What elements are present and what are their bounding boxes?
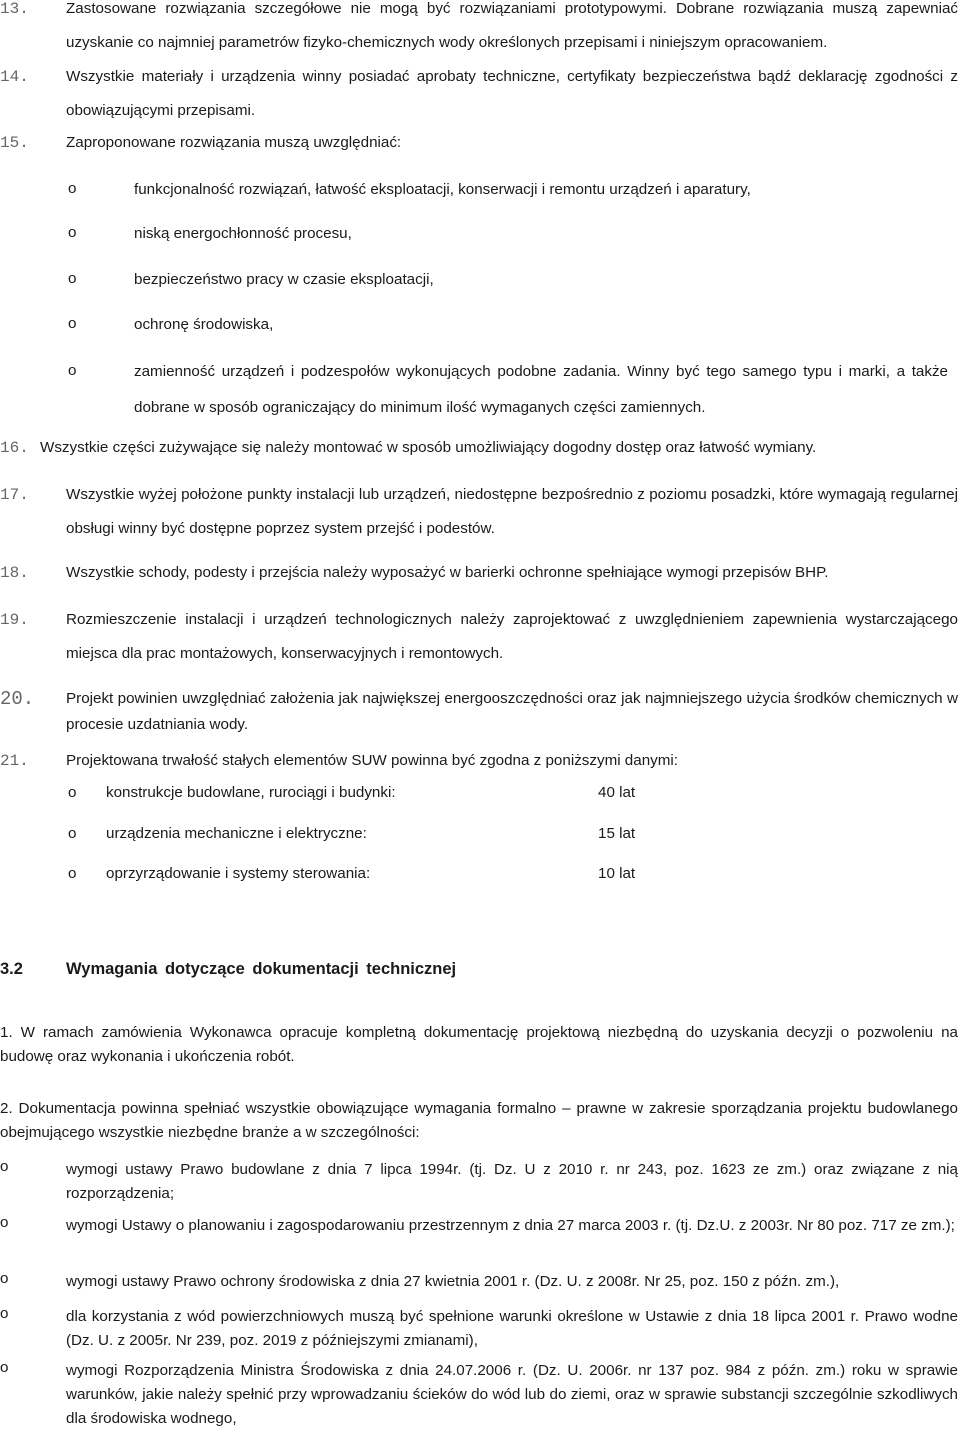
item-number: 20.	[0, 688, 35, 710]
item-text: Wszystkie schody, podesty i przejścia należy wyposażyć w barierki ochronne spełniające wymogi przepisów BHP.	[66, 564, 829, 581]
item-text: Wszystkie materiały i urządzenia winny posiadać aprobaty techniczne, certyfikaty bezpieczeństwa bądź deklarację zgodności z obowiązującymi przepisami.	[66, 68, 958, 119]
item-number: 19.	[0, 611, 29, 629]
item-number: 17.	[0, 486, 29, 504]
bullet-marker: o	[0, 1270, 9, 1287]
item-number: 21.	[0, 752, 29, 770]
bullet-marker: o	[68, 270, 77, 287]
durability-label: urządzenia mechaniczne i elektryczne:	[106, 825, 367, 842]
durability-value: 10 lat	[598, 865, 636, 882]
paragraph-1: 1. W ramach zamówienia Wykonawca opracuje kompletną dokumentację projektową niezbędną do uzyskania decyzji o pozwoleniu na budowę oraz wykonania i ukończenia robót.	[0, 1024, 958, 1065]
item-number: 13.	[0, 0, 29, 18]
durability-label: konstrukcje budowlane, rurociągi i budynki:	[106, 784, 396, 801]
item-text: Zastosowane rozwiązania szczegółowe nie mogą być rozwiązaniami prototypowymi. Dobrane rozwiązania muszą zapewniać uzyskanie co najmniej parametrów fizyko-chemicznych wody określonych przepisami i niniejszym opracowaniem.	[66, 0, 958, 51]
item-number: 18.	[0, 564, 29, 582]
bullet-text: dla korzystania z wód powierzchniowych muszą być spełnione warunki określone w Ustawie z dnia 18 lipca 2001 r. Prawo wodne (Dz. U. z 2005r. Nr 239, poz. 2019 z późniejszymi zmianami),	[66, 1308, 958, 1349]
item-text: Projekt powinien uwzględniać założenia jak największej energooszczędności oraz jak najmniejszego użycia środków chemicznych w procesie uzdatniania wody.	[66, 690, 958, 733]
item-text: Zaproponowane rozwiązania muszą uwzględniać:	[66, 134, 402, 151]
bullet-text: wymogi Ustawy o planowaniu i zagospodarowaniu przestrzennym z dnia 27 marca 2003 r. (tj. Dz.U. z 2003r. Nr 80 poz. 717 ze zm.);	[66, 1217, 955, 1234]
bullet-text: ochronę środowiska,	[134, 316, 274, 333]
bullet-text: zamienność urządzeń i podzespołów wykonujących podobne zadania. Winny być tego samego typu i marki, a także dobrane w sposób ograniczający do minimum ilość wymaganych części zamiennych.	[134, 363, 948, 416]
bullet-marker: o	[68, 362, 77, 379]
bullet-marker: o	[68, 180, 77, 197]
paragraph-2: 2. Dokumentacja powinna spełniać wszystkie obowiązujące wymagania formalno – prawne w zakresie sporządzania projektu budowlanego obejmującego wszystkie niezbędne branże a w szczególności:	[0, 1100, 958, 1141]
bullet-text: wymogi ustawy Prawo budowlane z dnia 7 lipca 1994r. (tj. Dz. U z 2010 r. nr 243, poz. 1623 ze zm.) oraz związane z nią rozporządzenia;	[66, 1161, 958, 1202]
bullet-marker: o	[0, 1359, 9, 1376]
durability-value: 40 lat	[598, 784, 636, 801]
section-title: Wymagania dotyczące dokumentacji technicznej	[66, 960, 457, 978]
bullet-text: bezpieczeństwo pracy w czasie eksploatacji,	[134, 271, 434, 288]
bullet-marker: o	[0, 1158, 9, 1175]
item-text: Projektowana trwałość stałych elementów SUW powinna być zgodna z poniższymi danymi:	[66, 752, 678, 769]
bullet-text: wymogi Rozporządzenia Ministra Środowiska z dnia 24.07.2006 r. (Dz. U. 2006r. nr 137 poz. 984 z późn. zm.) roku w sprawie warunków, jakie należy spełnić przy wprowadzaniu ścieków do wód lub do ziemi, oraz w sprawie substancji szczególnie szkodliwych dla środowiska wodnego,	[66, 1362, 958, 1427]
bullet-marker: o	[0, 1305, 9, 1322]
bullet-text: niską energochłonność procesu,	[134, 225, 352, 242]
item-text: Rozmieszczenie instalacji i urządzeń technologicznych należy zaprojektować z uwzględnieniem zapewnienia wystarczającego miejsca dla prac montażowych, konserwacyjnych i remontowych.	[66, 611, 958, 662]
section-number: 3.2	[0, 960, 23, 978]
bullet-marker: o	[68, 865, 77, 882]
bullet-text: funkcjonalność rozwiązań, łatwość eksploatacji, konserwacji i remontu urządzeń i aparatury,	[134, 181, 751, 198]
item-number: 16.	[0, 439, 29, 457]
durability-value: 15 lat	[598, 825, 636, 842]
item-number: 15.	[0, 134, 29, 152]
item-text: Wszystkie wyżej położone punkty instalacji lub urządzeń, niedostępne bezpośrednio z poziomu posadzki, które wymagają regularnej obsługi winny być dostępne poprzez system przejść i podestów.	[66, 486, 958, 537]
item-text: Wszystkie części zużywające się należy montować w sposób umożliwiający dogodny dostęp oraz łatwość wymiany.	[40, 439, 817, 456]
bullet-marker: o	[68, 315, 77, 332]
durability-label: oprzyrządowanie i systemy sterowania:	[106, 865, 371, 882]
bullet-text: wymogi ustawy Prawo ochrony środowiska z dnia 27 kwietnia 2001 r. (Dz. U. z 2008r. Nr 25, poz. 150 z późn. zm.),	[66, 1273, 840, 1290]
item-number: 14.	[0, 68, 29, 86]
bullet-marker: o	[0, 1214, 9, 1231]
bullet-marker: o	[68, 784, 77, 801]
bullet-marker: o	[68, 224, 77, 241]
bullet-marker: o	[68, 825, 77, 842]
